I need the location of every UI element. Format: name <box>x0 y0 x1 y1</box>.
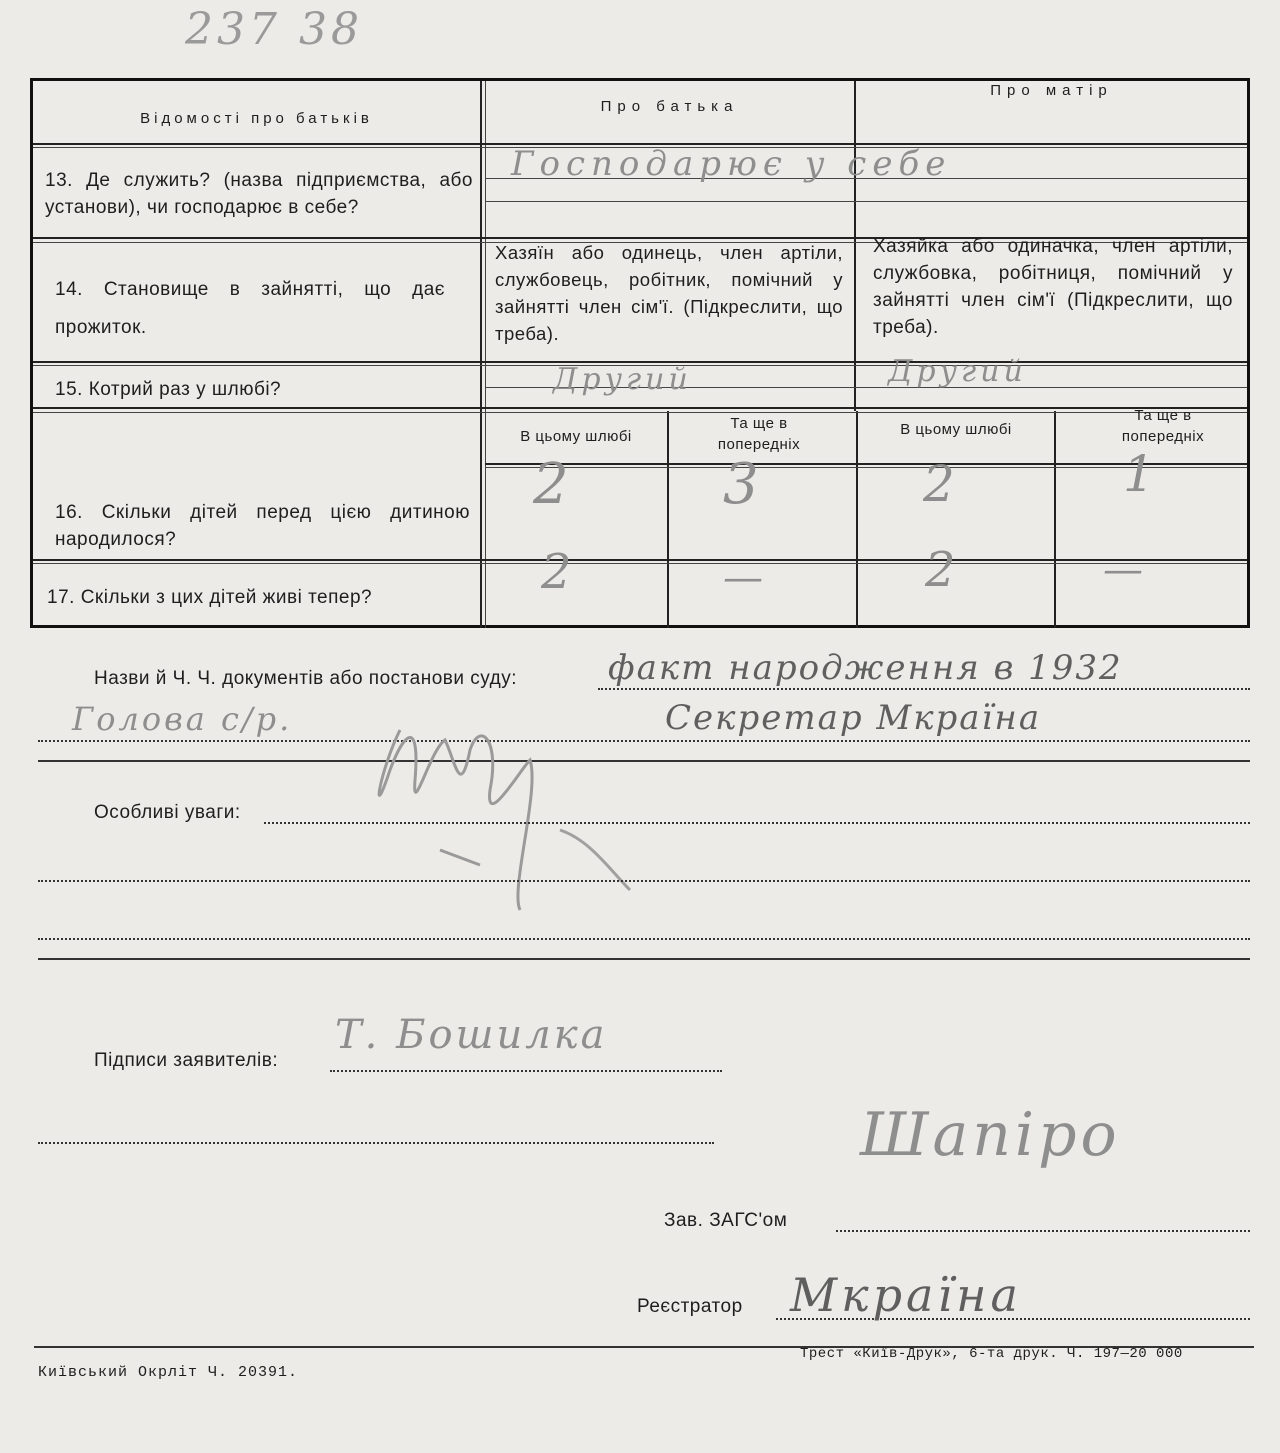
row16-mother-this: 2 <box>923 455 956 513</box>
documents-label: Назви й Ч. Ч. документів або постанови суду: <box>94 668 517 689</box>
head-label: Зав. ЗАГС'ом <box>664 1210 788 1231</box>
subheader-father-previous: Та ще в попередніх <box>717 415 801 453</box>
row17-father-this: 2 <box>541 544 573 600</box>
registrar-signature: Мкраїна <box>790 1268 1022 1322</box>
subheader-father-this-marriage: В цьому шлюбі <box>520 428 632 445</box>
row16-father-this: 2 <box>533 452 570 517</box>
subheader-mother-this-marriage: В цьому шлюбі <box>900 421 1012 438</box>
row14-question: 14. Становище в зайнятті, що дає прожиток. <box>55 279 445 338</box>
subheader-mother-previous: Та ще в попередніх <box>1121 407 1205 445</box>
row15-mother-answer: Другий <box>888 354 1027 389</box>
signatures-line-2 <box>38 1142 714 1144</box>
documents-handwriting-1: факт народження в 1932 <box>608 648 1123 688</box>
head-signature-line <box>836 1230 1250 1232</box>
row17-mother-prev: — <box>1103 547 1144 593</box>
signatures-label: Підписи заявителів: <box>94 1050 279 1071</box>
row16-father-prev: 3 <box>723 452 760 517</box>
applicant-signature: Т. Бошилка <box>335 1012 608 1058</box>
signatures-line-1 <box>330 1070 722 1072</box>
documents-handwriting-2-left: Голова с/р. <box>72 700 293 738</box>
remarks-line-3 <box>38 938 1250 940</box>
row13-father-answer: Господарює у себе <box>511 144 952 184</box>
header-mother: Про матір <box>990 82 1113 99</box>
remarks-line-1 <box>264 822 1250 824</box>
archive-mark: 237 38 <box>185 4 363 55</box>
remarks-line-4 <box>38 958 1250 960</box>
row17-mother-this: 2 <box>925 542 957 598</box>
head-signature-scribble <box>360 690 660 920</box>
row17-father-prev: — <box>723 555 764 601</box>
footer-right: Трест «Київ-Друк», 6-та друк. Ч. 197—20 000 <box>800 1346 1183 1362</box>
documents-handwriting-2-right: Секретар Мкраїна <box>665 698 1042 738</box>
row17-question: 17. Скільки з цих дітей живі тепер? <box>47 587 373 608</box>
remarks-line-2 <box>38 880 1250 882</box>
row14-father-options: Хазяїн або одинець, член артіли, службовець, робітник, помічний у зайнятті член сім'ї. (Підкреслити, що треба). <box>495 242 843 344</box>
footer-left: Київський Окрліт Ч. 20391. <box>38 1364 299 1381</box>
row14-mother-options: Хазяйка або одиначка, член артіли, службовка, робітниця, помічний у зайнятті член сім'ї (Підкреслити, що треба). <box>873 236 1233 338</box>
remarks-label: Особливі уваги: <box>94 802 241 823</box>
row16-question: 16. Скільки дітей перед цією дитиною народилося? <box>55 502 470 550</box>
head-signature: Шапіро <box>860 1100 1121 1170</box>
header-parents-info: Відомості про батьків <box>140 110 373 127</box>
row13-question: 13. Де служить? (назва підприємства, або установи), чи господарює в себе? <box>45 170 473 218</box>
row15-question: 15. Котрий раз у шлюбі? <box>55 379 282 400</box>
row15-father-answer: Другий <box>553 362 692 397</box>
parents-info-table <box>30 78 1250 628</box>
header-father: Про батька <box>600 98 739 115</box>
registrar-label: Реєстратор <box>637 1296 743 1317</box>
row16-mother-prev: 1 <box>1123 445 1156 503</box>
documents-line-1 <box>598 688 1250 690</box>
